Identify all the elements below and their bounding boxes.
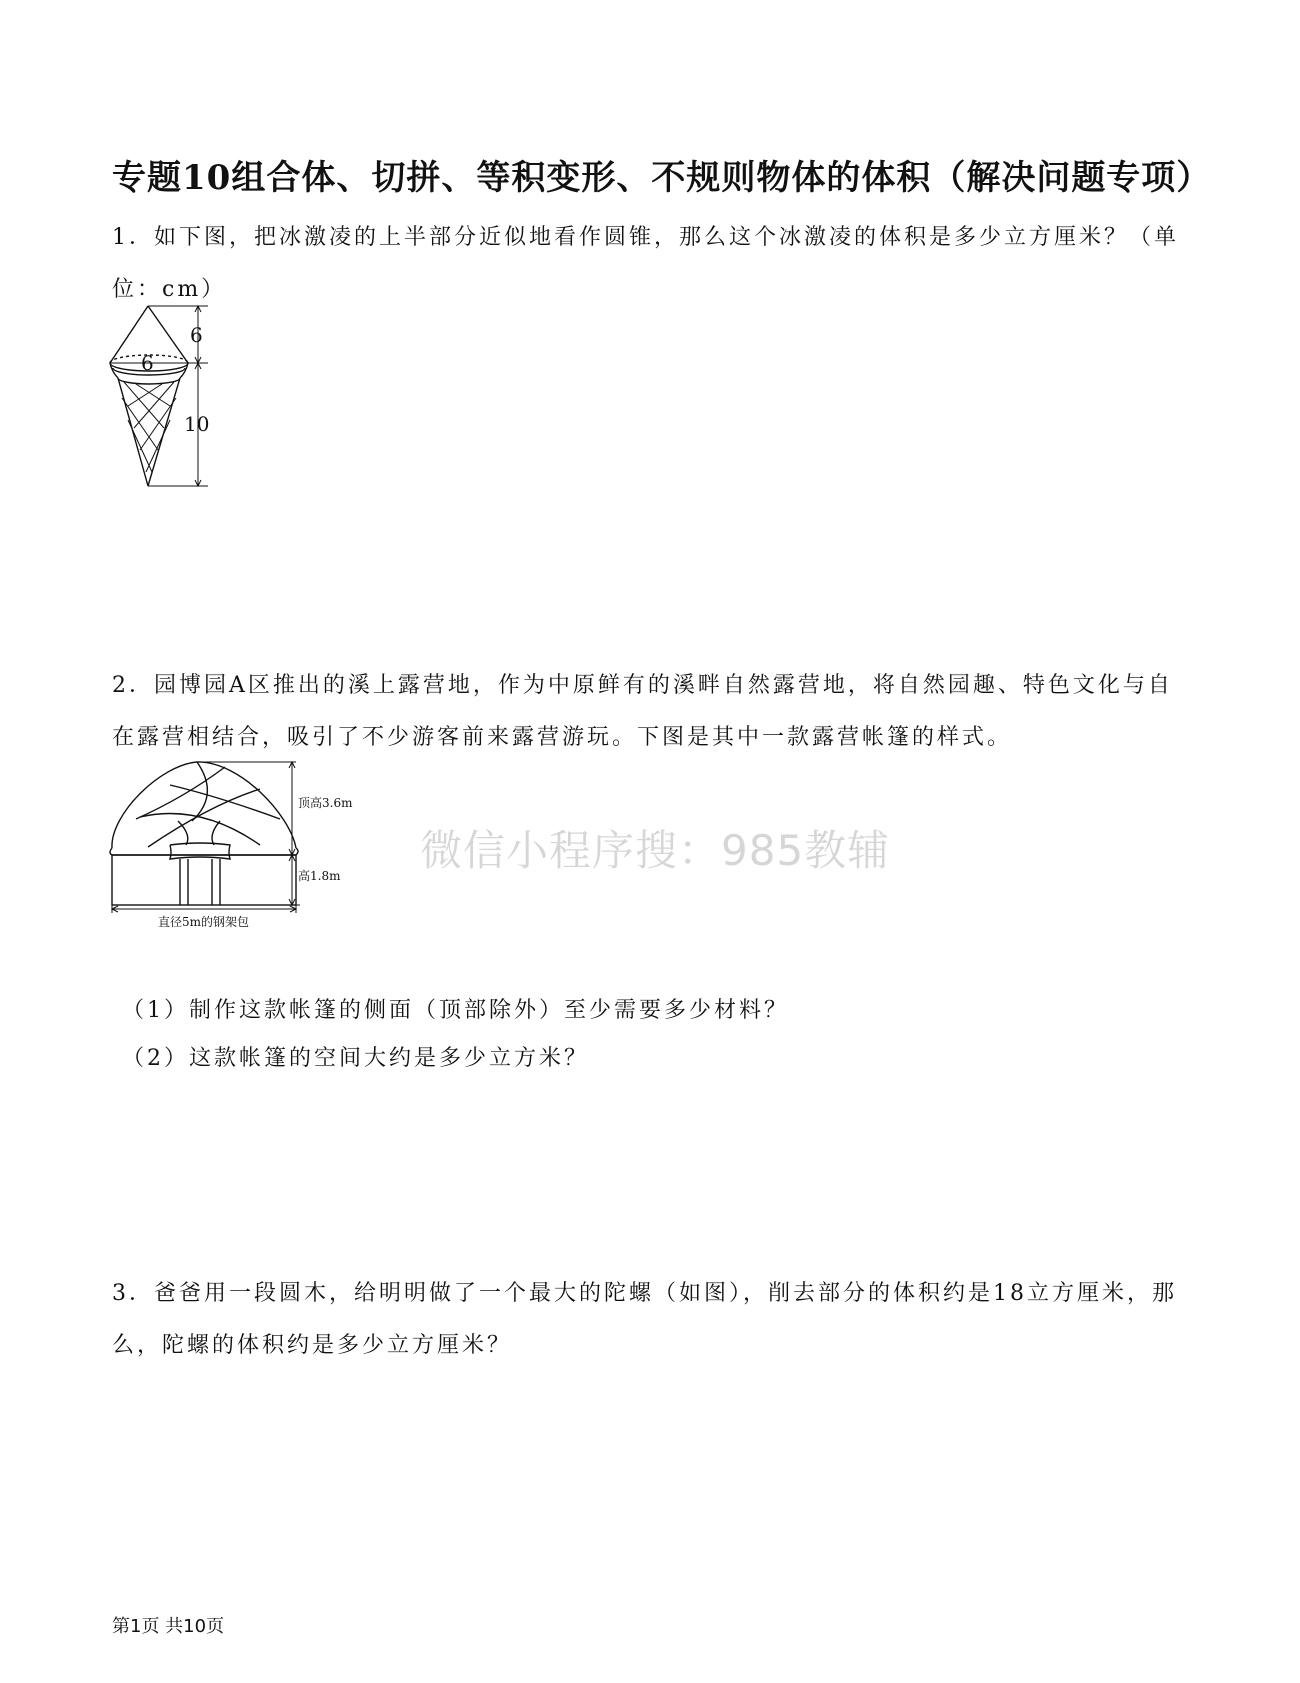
lower-height-label: 10 — [184, 412, 210, 436]
question-3-text: 3．爸爸用一段圆木，给明明做了一个最大的陀螺（如图），削去部分的体积约是18立方厘米，那么，陀螺的体积约是多少立方厘米？ — [112, 1281, 1177, 1358]
question-2-part-2: （2）这款帐篷的空间大约是多少立方米？ — [122, 1046, 589, 1071]
cone-height-label: 6 — [190, 323, 203, 347]
question-2-part-1: （1）制作这款帐篷的侧面（顶部除外）至少需要多少材料？ — [122, 998, 789, 1023]
tent-diameter-label: 直径5m的钢架包 — [158, 915, 250, 929]
watermark: 微信小程序搜：985教辅 — [420, 826, 891, 875]
page-title: 专题10组合体、切拼、等积变形、不规则物体的体积（解决问题专项） — [112, 158, 1212, 198]
question-2-text: 2．园博园A区推出的溪上露营地，作为中原鲜有的溪畔自然露营地，将自然园趣、特色文化与自在露营相结合，吸引了不少游客前来露营游玩。下图是其中一款露营帐篷的样式。 — [112, 673, 1173, 750]
wall-height-label: 高1.8m — [298, 869, 341, 883]
diameter-label: 6 — [141, 351, 154, 375]
question-1-text: 1．如下图，把冰激凌的上半部分近似地看作圆锥，那么这个冰激凌的体积是多少立方厘米？（单位：cm） — [112, 225, 1180, 302]
page-footer: 第1页 共10页 — [112, 1616, 225, 1637]
tent-figure — [100, 755, 380, 930]
ice-cream-figure — [100, 300, 230, 500]
top-height-label: 顶高3.6m — [298, 796, 353, 810]
